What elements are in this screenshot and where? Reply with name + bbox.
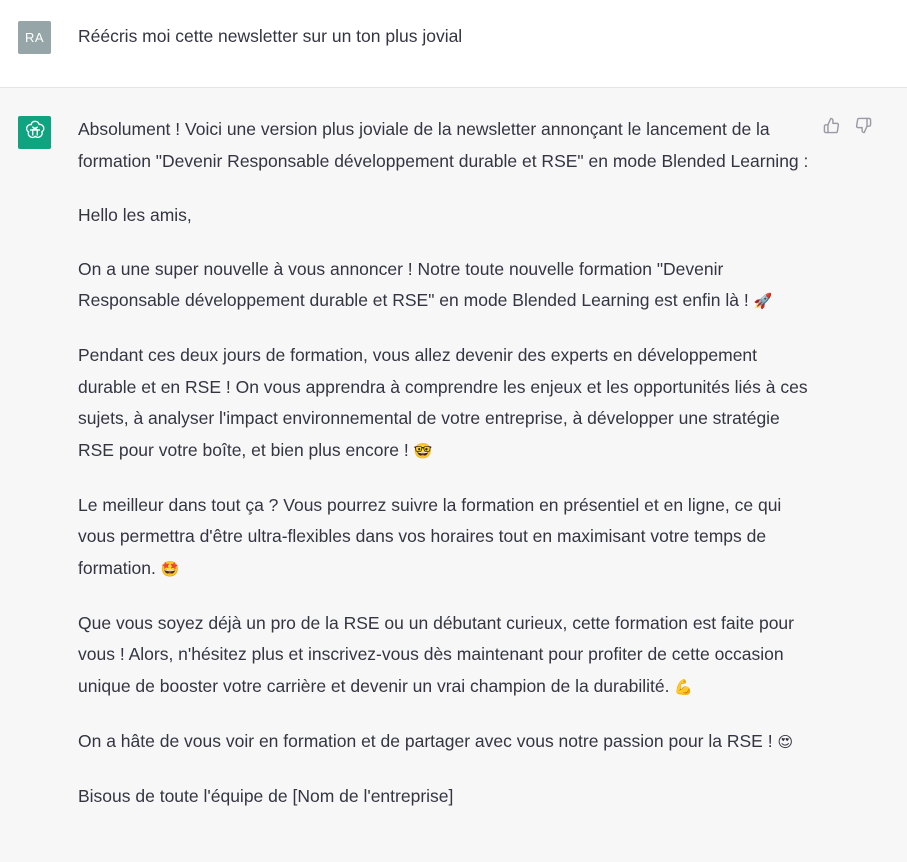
- message-paragraph: Le meilleur dans tout ça ? Vous pourrez suivre la formation en présentiel et en ligne, ce qui vous permettra d'être ultra-flexibles dans vos horaires tout en maximisant votre temps de formation. 🤩: [78, 494, 782, 578]
- user-message-text: Réécris moi cette newsletter sur un ton plus jovial: [78, 26, 463, 46]
- thumbs-down-button[interactable]: [853, 118, 873, 138]
- thumbs-up-button[interactable]: [821, 118, 841, 138]
- message-paragraph: On a hâte de vous voir en formation et de partager avec vous notre passion pour la RSE ! 😍: [78, 730, 794, 751]
- message-paragraph: Que vous soyez déjà un pro de la RSE ou un débutant curieux, cette formation est faite pour vous ! Alors, n'hésitez plus et inscrivez-vous dès maintenant pour profiter de cette occasion unique de booster votre carrière et devenir un vrai champion de la durabilité. 💪: [78, 612, 794, 696]
- message-paragraph: Bisous de toute l'équipe de [Nom de l'entreprise]: [78, 785, 454, 806]
- feedback-buttons: [821, 118, 873, 138]
- flexed-biceps-emoji: 💪: [674, 677, 694, 696]
- user-avatar: RA: [18, 21, 51, 54]
- bot-avatar: [18, 116, 51, 149]
- user-message-row: [0, 0, 907, 88]
- thumbs-down-icon: [855, 117, 872, 139]
- heart-eyes-emoji: 😍: [777, 732, 794, 751]
- message-paragraph: Pendant ces deux jours de formation, vous allez devenir des experts en développement durable et en RSE ! On vous apprendra à comprendre les enjeux et les opportunités liés à ces sujets, à analyser l'impact environnemental de votre entreprise, à développer une stratégie RSE pour votre boîte, et bien plus encore ! 🤓: [78, 345, 808, 460]
- assistant-message: [78, 114, 820, 835]
- message-paragraph: On a une super nouvelle à vous annoncer ! Notre toute nouvelle formation "Devenir Responsable développement durable et RSE" en mode Blended Learning est enfin là ! 🚀: [78, 258, 773, 310]
- rocket-emoji: 🚀: [753, 292, 773, 310]
- message-paragraph: Absolument ! Voici une version plus joviale de la newsletter annonçant le lancement de la formation "Devenir Responsable développement durable et RSE" en mode Blended Learning :: [78, 119, 809, 171]
- star-struck-emoji: 🤩: [160, 559, 180, 578]
- openai-logo-icon: [24, 119, 46, 146]
- nerd-face-emoji: 🤓: [413, 441, 433, 460]
- thumbs-up-icon: [823, 117, 840, 139]
- message-paragraph: Hello les amis,: [78, 204, 192, 225]
- assistant-message-row: [0, 88, 907, 862]
